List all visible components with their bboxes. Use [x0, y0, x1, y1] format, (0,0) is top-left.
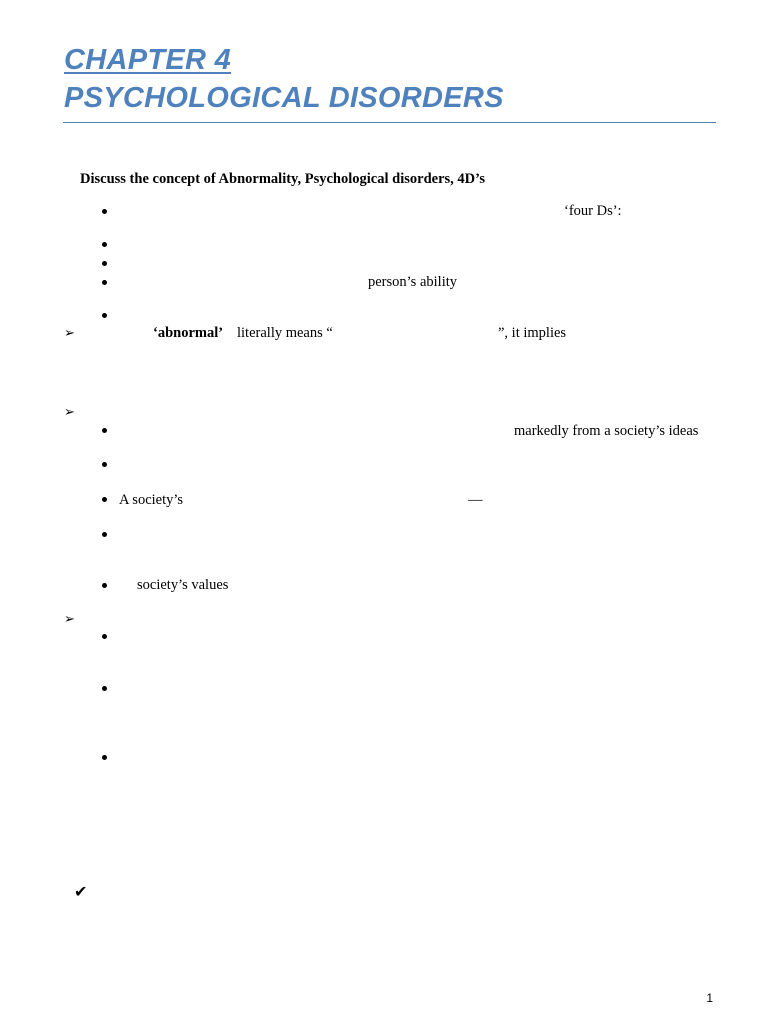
bullet-icon [102, 242, 107, 247]
bullet-icon [102, 686, 107, 691]
bullet-icon [102, 261, 107, 266]
bullet-icon [102, 634, 107, 639]
arrow-bullet-icon: ➢ [64, 325, 75, 340]
abnormal-term: ‘abnormal’ [153, 325, 224, 341]
chapter-title-heading: PSYCHOLOGICAL DISORDERS [64, 82, 504, 114]
markedly-fragment: markedly from a society’s ideas [514, 423, 699, 439]
page-number: 1 [706, 991, 713, 1005]
bullet-icon [102, 313, 107, 318]
a-societys-fragment: A society’s [119, 492, 184, 508]
bullet-icon [102, 755, 107, 760]
chapter-number-heading: CHAPTER 4 [64, 44, 232, 76]
four-ds-fragment: ‘four Ds’: [564, 203, 622, 219]
literally-means-fragment: literally means “ [237, 325, 333, 341]
title-underline-rule [63, 122, 716, 123]
bullet-icon [102, 497, 107, 502]
question-heading: Discuss the concept of Abnormality, Psychological disorders, 4D’s [80, 171, 486, 187]
societys-values-fragment: society’s values [137, 577, 229, 593]
it-implies-fragment: ”, it implies [498, 325, 567, 341]
bullet-icon [102, 280, 107, 285]
bullet-icon [102, 428, 107, 433]
em-dash-fragment: — [468, 492, 483, 508]
bullet-icon [102, 583, 107, 588]
arrow-bullet-icon: ➢ [64, 611, 75, 626]
bullet-icon [102, 532, 107, 537]
checkmark-icon: ✔ [74, 882, 88, 901]
bullet-icon [102, 209, 107, 214]
arrow-bullet-icon: ➢ [64, 404, 75, 419]
bullet-icon [102, 462, 107, 467]
persons-ability-fragment: person’s ability [368, 274, 458, 290]
